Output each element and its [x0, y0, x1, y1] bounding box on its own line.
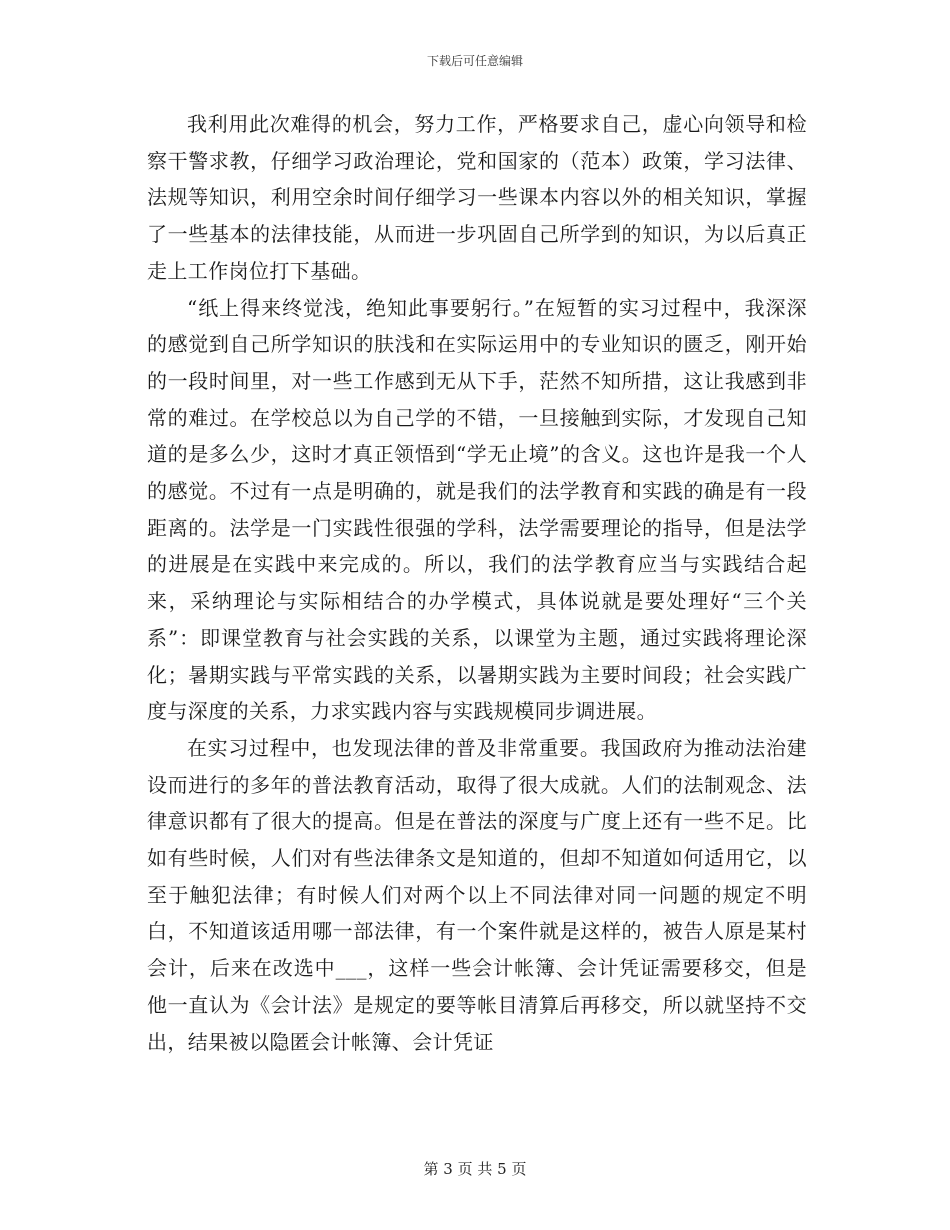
- paragraph-2: “纸上得来终觉浅，绝知此事要躬行。”在短暂的实习过程中，我深深的感觉到自己所学知识的肤浅和在实际运用中的专业知识的匮乏，刚开始的一段时间里，对一些工作感到无从下手，茫然不知所措，这让我感到非常的难过。在学校总以为自己学的不错，一旦接触到实际，才发现自己知道的是多么少，这时才真正领悟到“学无止境”的含义。这也许是我一个人的感觉。不过有一点是明确的，就是我们的法学教育和实践的确是有一段距离的。法学是一门实践性很强的学科，法学需要理论的指导，但是法学的进展是在实践中来完成的。所以，我们的法学教育应当与实践结合起来，采纳理论与实际相结合的办学模式，具体说就是要处理好“三个关系”：即课堂教育与社会实践的关系，以课堂为主题，通过实践将理论深化；暑期实践与平常实践的关系，以暑期实践为主要时间段；社会实践广度与深度的关系，力求实践内容与实践规模同步调进展。: [147, 295, 807, 724]
- page-footer: 第 3 页 共 5 页: [423, 1160, 527, 1178]
- paragraph-1: 我利用此次难得的机会，努力工作，严格要求自己，虚心向领导和检察干警求教，仔细学习政治理论，党和国家的（范本）政策，学习法律、法规等知识，利用空余时间仔细学习一些课本内容以外的相关知识，掌握了一些基本的法律技能，从而进一步巩固自己所学到的知识，为以后真正走上工作岗位打下基础。: [147, 112, 807, 283]
- page-header: 下载后可任意编辑: [426, 54, 523, 68]
- paragraph-3: 在实习过程中，也发现法律的普及非常重要。我国政府为推动法治建设而进行的多年的普法教育活动，取得了很大成就。人们的法制观念、法律意识都有了很大的提高。但是在普法的深度与广度上还有一些不足。比如有些时候，人们对有些法律条文是知道的，但却不知道如何适用它，以至于触犯法律；有时候人们对两个以上不同法律对同一问题的规定不明白，不知道该适用哪一部法律，有一个案件就是这样的，被告人原是某村会计，后来在改选中___，这样一些会计帐簿、会计凭证需要移交，但是他一直认为《会计法》是规定的要等帐目清算后再移交，所以就坚持不交出，结果被以隐匿会计帐簿、会计凭证: [147, 735, 807, 1054]
- document-body: [147, 106, 807, 1060]
